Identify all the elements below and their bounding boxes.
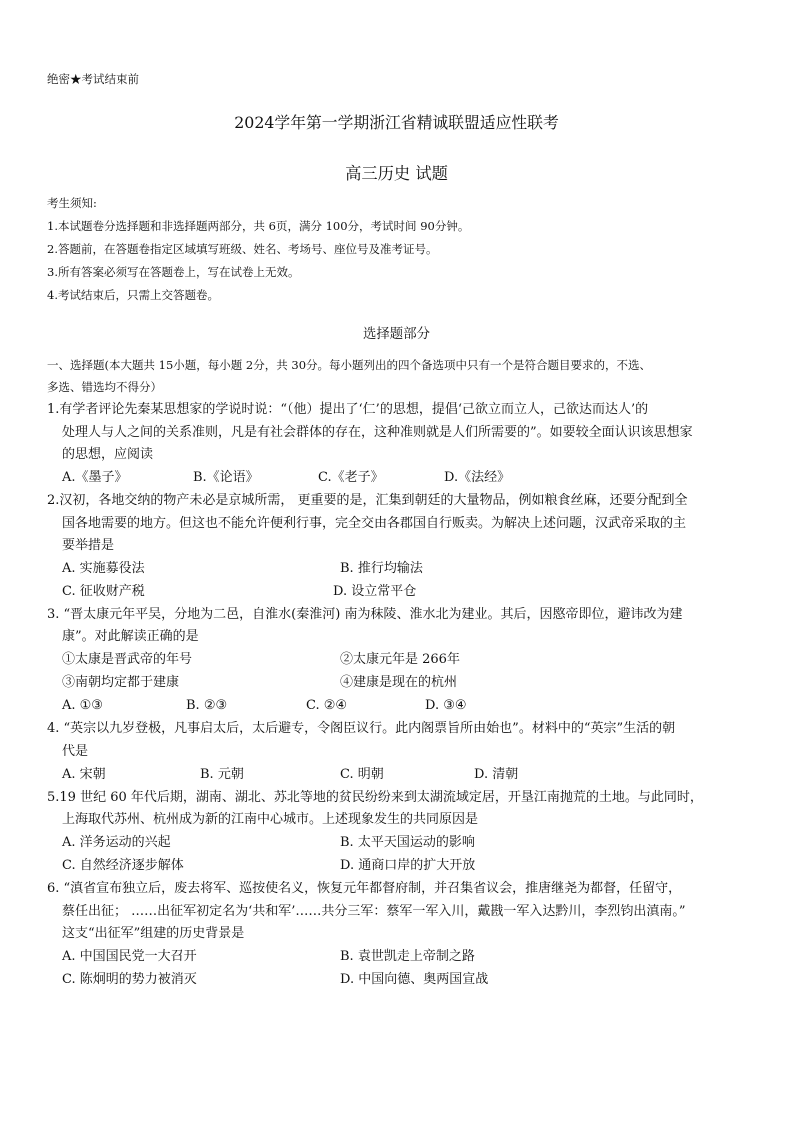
question-3-text: 3. “晋太康元年平吴，分地为二邑，自淮水(秦淮河) 南为秣陵、淮水北为建业。其后，因愍帝即位，避讳改为建	[47, 607, 683, 622]
option-c[interactable]: C. 陈炯明的势力被消灭	[62, 972, 197, 987]
option-d[interactable]: D. 清朝	[474, 767, 519, 782]
option-a[interactable]: A. 宋朝	[62, 767, 106, 782]
option-d[interactable]: D. 设立常平仓	[333, 584, 417, 599]
section-title: 选择题部分	[362, 327, 431, 342]
option-a[interactable]: A. 中国国民党一大召开	[62, 949, 197, 964]
question-6-text: 这支“出征军”组建的历史背景是	[62, 926, 245, 941]
option-a[interactable]: A.《墨子》	[62, 470, 128, 485]
question-1-text: 1.有学者评论先秦某思想家的学说时说：“（他）提出了‘仁’的思想，提倡‘己欲立而立人，己欲达而达人’的	[47, 402, 649, 417]
notice-item: 4.考试结束后，只需上交答题卷。	[47, 288, 219, 302]
notice-item: 3.所有答案必须写在答题卷上，写在试卷上无效。	[47, 265, 300, 279]
statement-2: ②太康元年是 266年	[340, 652, 460, 667]
section-instruction: 一、选择题(本大题共 15小题，每小题 2分，共 30分。每小题列出的四个备选项中只有一个是符合题目要求的，不选、	[47, 358, 652, 372]
exam-title: 2024学年第一学期浙江省精诚联盟适应性联考	[234, 113, 559, 132]
notice-heading: 考生须知:	[47, 196, 97, 210]
option-b[interactable]: B.《论语》	[193, 470, 259, 485]
option-a[interactable]: A. 洋务运动的兴起	[62, 835, 171, 850]
option-c[interactable]: C. 自然经济逐步解体	[62, 858, 184, 873]
option-d[interactable]: D. 通商口岸的扩大开放	[340, 858, 476, 873]
exam-subtitle: 高三历史 试题	[345, 164, 448, 183]
question-4-text: 4. “英宗以九岁登极，凡事启太后，太后避专，令阁臣议行。此内阁票旨所由始也”。材料中的“英宗”生活的朝	[47, 721, 676, 736]
option-c[interactable]: C.《老子》	[318, 470, 384, 485]
question-1-text: 的思想，应阅读	[62, 447, 154, 462]
option-c[interactable]: C. ②④	[306, 698, 348, 713]
question-4-text: 代是	[62, 744, 89, 759]
section-instruction: 多选、错选均不得分）	[47, 380, 162, 394]
question-6-text: 6. “滇省宣布独立后，废去将军、巡按使名义，恢复元年都督府制，并召集省议会，推唐继尧为都督，任留守，	[47, 881, 682, 896]
statement-4: ④建康是现在的杭州	[340, 675, 458, 690]
option-b[interactable]: B. 元朝	[200, 767, 244, 782]
question-6-text: 蔡任出征； ……出征军初定名为‘共和军’……共分三军：蔡军一军入川，戴戡一军入达黔川，李烈钧出滇南。”	[62, 904, 686, 919]
question-1-text: 处理人与人之间的关系准则，凡是有社会群体的存在，这种准则就是人们所需要的”。如要较全面认识该思想家	[62, 425, 693, 440]
question-2-text: 国各地需要的地方。但这也不能允许便利行事，完全交由各郡国自行贩卖。为解决上述问题，汉武帝采取的主	[62, 516, 687, 531]
question-5-text: 5.19 世纪 60 年代后期，湖南、湖北、苏北等地的贫民纷纷来到太湖流域定居，开垦江南抛荒的土地。与此同时，	[47, 790, 703, 805]
statement-3: ③南朝均定都于建康	[62, 675, 180, 690]
option-a[interactable]: A. ①③	[62, 698, 103, 713]
question-2-text: 要举措是	[62, 538, 115, 553]
confidential-mark: 绝密★考试结束前	[47, 72, 139, 86]
option-a[interactable]: A. 实施募役法	[62, 561, 145, 576]
question-5-text: 上海取代苏州、杭州成为新的江南中心城市。上述现象发生的共同原因是	[62, 812, 479, 827]
question-2-text: 2.汉初，各地交纳的物产未必是京城所需， 更重要的是，汇集到朝廷的大量物品，例如粮食丝麻，还要分配到全	[47, 493, 688, 508]
notice-item: 1.本试题卷分选择题和非选择题两部分，共 6页，满分 100分，考试时间 90分钟。	[47, 219, 470, 233]
option-c[interactable]: C. 明朝	[340, 767, 384, 782]
option-d[interactable]: D. 中国向德、奥两国宣战	[340, 972, 489, 987]
question-3-text: 康”。对此解读正确的是	[62, 629, 199, 644]
notice-item: 2.答题前，在答题卷指定区域填写班级、姓名、考场号、座位号及准考证号。	[47, 242, 438, 256]
option-b[interactable]: B. 太平天国运动的影响	[340, 835, 475, 850]
option-d[interactable]: D. ③④	[425, 698, 467, 713]
option-c[interactable]: C. 征收财产税	[62, 584, 145, 599]
option-d[interactable]: D.《法经》	[444, 470, 511, 485]
statement-1: ①太康是晋武帝的年号	[62, 652, 193, 667]
option-b[interactable]: B. 推行均输法	[340, 561, 423, 576]
option-b[interactable]: B. 袁世凯走上帝制之路	[340, 949, 475, 964]
option-b[interactable]: B. ②③	[186, 698, 228, 713]
